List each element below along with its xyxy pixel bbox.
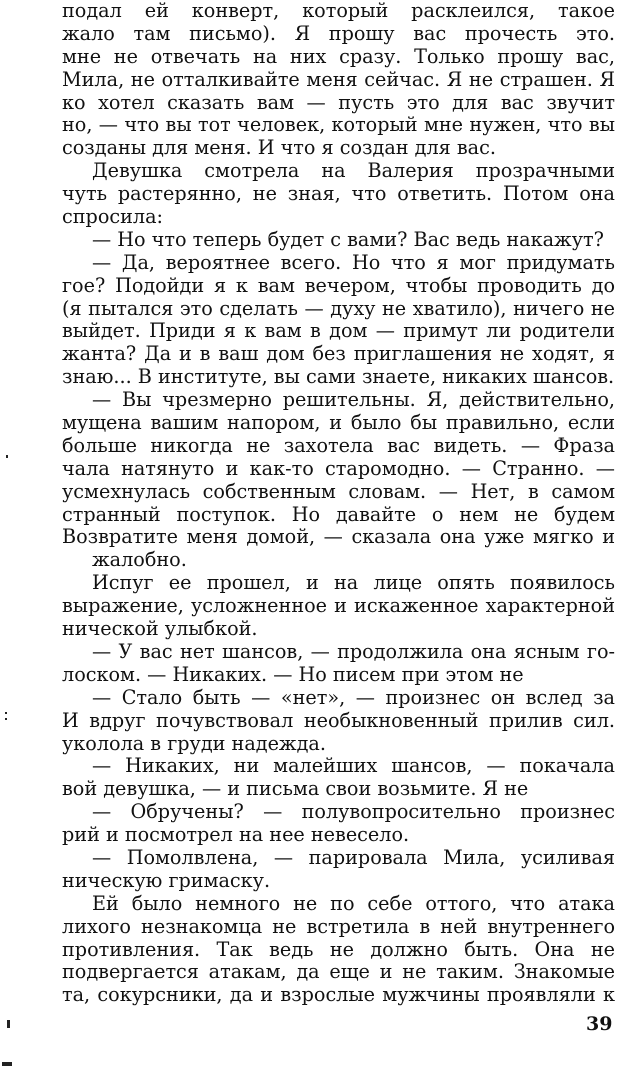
body-text (62, 0, 615, 1007)
text-line: Испуг ее прошел, и на лице опять появилось (92, 572, 615, 595)
text-line: — Но что теперь будет с вами? Вас ведь накажут? (92, 228, 604, 251)
scan-mark (6, 455, 8, 458)
text-line: — Вы чрезмерно решительны. Я, действительно, (92, 389, 615, 412)
text-line: спросила: (62, 206, 163, 229)
page-number: 39 (586, 1013, 613, 1035)
scan-mark (5, 712, 7, 714)
text-line: подвергается атакам, да еще и не таким. Знакомые (62, 961, 615, 984)
text-line: — Помолвлена, — парировала Мила, усиливая (92, 846, 615, 869)
text-line: мущена вашим напором, и было бы правильно, если (62, 412, 615, 435)
text-line: Возвратите меня домой, — сказала она уже мягко и (62, 526, 615, 549)
text-line: жанта? Да и в ваш дом без приглашения не ходят, я (62, 343, 615, 366)
text-line: (я пытался это сделать — духу не хватило), ничего не (62, 297, 615, 320)
text-line: но, — что вы тот человек, который мне нужен, что вы (62, 114, 615, 137)
text-line: ко хотел сказать вам — пусть это для вас звучит (62, 91, 615, 114)
text-line: больше никогда не захотела вас видеть. — Фраза (62, 434, 615, 457)
text-line: — Да, вероятнее всего. Но что я мог придумать (92, 251, 615, 274)
text-line: знаю... В институте, вы сами знаете, никаких шансов. (62, 366, 615, 389)
text-line: уколола в груди надежда. (62, 732, 326, 755)
text-line: — У вас нет шансов, — продолжила она ясным го- (92, 640, 615, 663)
text-line: лихого незнакомца не встретила в ней внутреннего (62, 915, 615, 938)
text-line: усмехнулась собственным словам. — Нет, в самом (62, 480, 615, 503)
text-line: нической улыбкой. (62, 618, 258, 641)
text-line: выйдет. Приди я к вам в дом — примут ли родители (62, 320, 615, 343)
text-line: — Обручены? — полувопросительно произнес (92, 801, 615, 824)
text-line: рий и посмотрел на нее невесело. (62, 824, 410, 847)
scan-mark (5, 718, 7, 720)
text-line: Мила, не отталкивайте меня сейчас. Я не страшен. Я (62, 68, 615, 91)
text-line: чуть растерянно, не зная, что ответить. Потом она (62, 183, 615, 206)
text-line: гое? Подойди я к вам вечером, чтобы проводить до (62, 274, 615, 297)
text-line: ническую гримаску. (62, 869, 271, 892)
text-line: та, сокурсники, да и взрослые мужчины проявляли к (62, 984, 615, 1007)
text-line: подал ей конверт, который расклеился, такое (62, 0, 615, 22)
text-line: чала натянуто и как-то старомодно. — Странно. — (62, 457, 615, 480)
text-line: Ей было немного не по себе оттого, что атака (92, 892, 615, 915)
text-line: лоском. — Никаких. — Но писем при этом не (62, 663, 524, 686)
text-line: Девушка смотрела на Валерия прозрачными (92, 160, 615, 183)
text-line: — Никаких, ни малейших шансов, — покачала (92, 755, 615, 778)
text-line: странный поступок. Но давайте о нем не будем (62, 503, 615, 526)
text-line: жало там письмо). Я прошу вас прочесть это. (62, 22, 615, 45)
scan-mark (7, 1020, 10, 1028)
text-line: созданы для меня. И что я создан для вас. (62, 137, 496, 160)
text-line: противления. Так ведь не должно быть. Она не (62, 938, 615, 961)
text-line: — Стало быть — «нет», — произнес он вслед за (92, 686, 615, 709)
text-line: жалобно. (92, 549, 187, 572)
text-line: выражение, усложненное и искаженное характерной (62, 595, 615, 618)
text-line: вой девушка, — и письма свои возьмите. Я не (62, 778, 529, 801)
scan-mark (2, 1062, 12, 1066)
text-line: И вдруг почувствовал необыкновенный прилив сил. (62, 709, 615, 732)
text-line: мне не отвечать на них сразу. Только прошу вас, (62, 45, 615, 68)
